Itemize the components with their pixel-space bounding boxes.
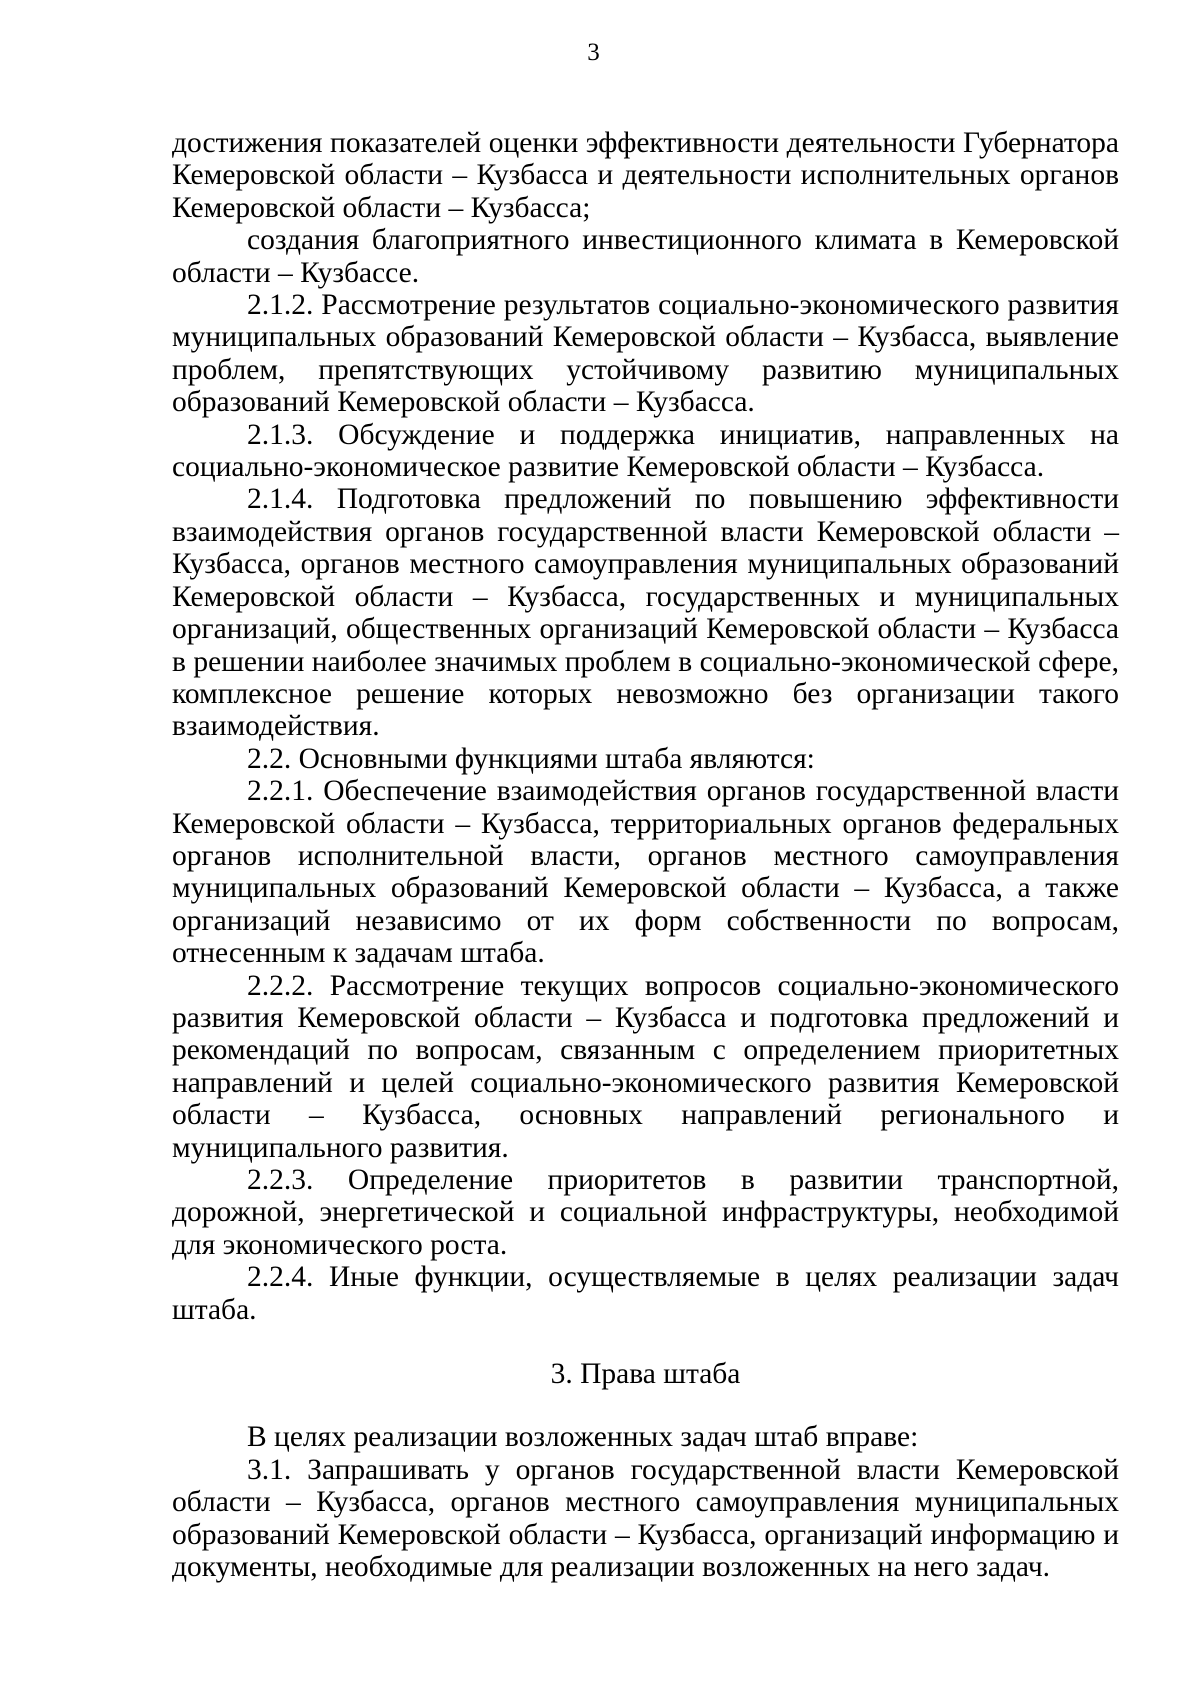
document-body bbox=[172, 127, 1119, 1583]
paragraph-2-2-2: 2.2.2. Рассмотрение текущих вопросов социально-экономического развития Кемеровской области – Кузбасса и подготовка предложений и рекомендаций по вопросам, связанным с определением приоритетных направлений и целей социально-экономического развития Кемеровской области – Кузбасса, основных направлений регионального и муниципального развития. bbox=[172, 969, 1119, 1164]
paragraph-2-1-4: 2.1.4. Подготовка предложений по повышению эффективности взаимодействия органов государственной власти Кемеровской области – Кузбасса, органов местного самоуправления муниципальных образований Кемеровской области – Кузбасса, государственных и муниципальных организаций, общественных организаций Кемеровской области – Кузбасса в решении наиболее значимых проблем в социально-экономической сфере, комплексное решение которых невозможно без организации такого взаимодействия. bbox=[172, 483, 1119, 743]
paragraph-rights-intro: В целях реализации возложенных задач штаб вправе: bbox=[247, 1421, 919, 1454]
paragraph-3-1: 3.1. Запрашивать у органов государственной власти Кемеровской области – Кузбасса, органов местного самоуправления муниципальных образований Кемеровской области – Кузбасса, организаций информацию и документы, необходимые для реализации возложенных на него задач. bbox=[172, 1453, 1119, 1584]
paragraph-2-2-4: 2.2.4. Иные функции, осуществляемые в целях реализации задач штаба. bbox=[172, 1261, 1119, 1326]
page-number: 3 bbox=[587, 39, 600, 66]
paragraph-2-2-1: 2.2.1. Обеспечение взаимодействия органов государственной власти Кемеровской области – Кузбасса, территориальных органов федеральных органов исполнительной власти, органов местного самоуправления муниципальных образований Кемеровской области – Кузбасса, а также организаций независимо от их форм собственности по вопросам, отнесенным к задачам штаба. bbox=[172, 775, 1119, 970]
paragraph-continuation: достижения показателей оценки эффективности деятельности Губернатора Кемеровской области – Кузбасса и деятельности исполнительных органов Кемеровской области – Кузбасса; bbox=[172, 127, 1119, 224]
paragraph-2-1-2: 2.1.2. Рассмотрение результатов социально-экономического развития муниципальных образований Кемеровской области – Кузбасса, выявление проблем, препятствующих устойчивому развитию муниципальных образований Кемеровской области – Кузбасса. bbox=[172, 289, 1119, 419]
paragraph-2-2-3: 2.2.3. Определение приоритетов в развитии транспортной, дорожной, энергетической и социальной инфраструктуры, необходимой для экономического роста. bbox=[172, 1164, 1119, 1261]
paragraph-investment-climate: создания благоприятного инвестиционного климата в Кемеровской области – Кузбассе. bbox=[172, 224, 1119, 289]
section-heading: 3. Права штаба bbox=[550, 1358, 741, 1391]
paragraph-2-2: 2.2. Основными функциями штаба являются: bbox=[247, 742, 815, 775]
paragraph-2-1-3: 2.1.3. Обсуждение и поддержка инициатив, направленных на социально-экономическое развитие Кемеровской области – Кузбасса. bbox=[172, 418, 1119, 484]
